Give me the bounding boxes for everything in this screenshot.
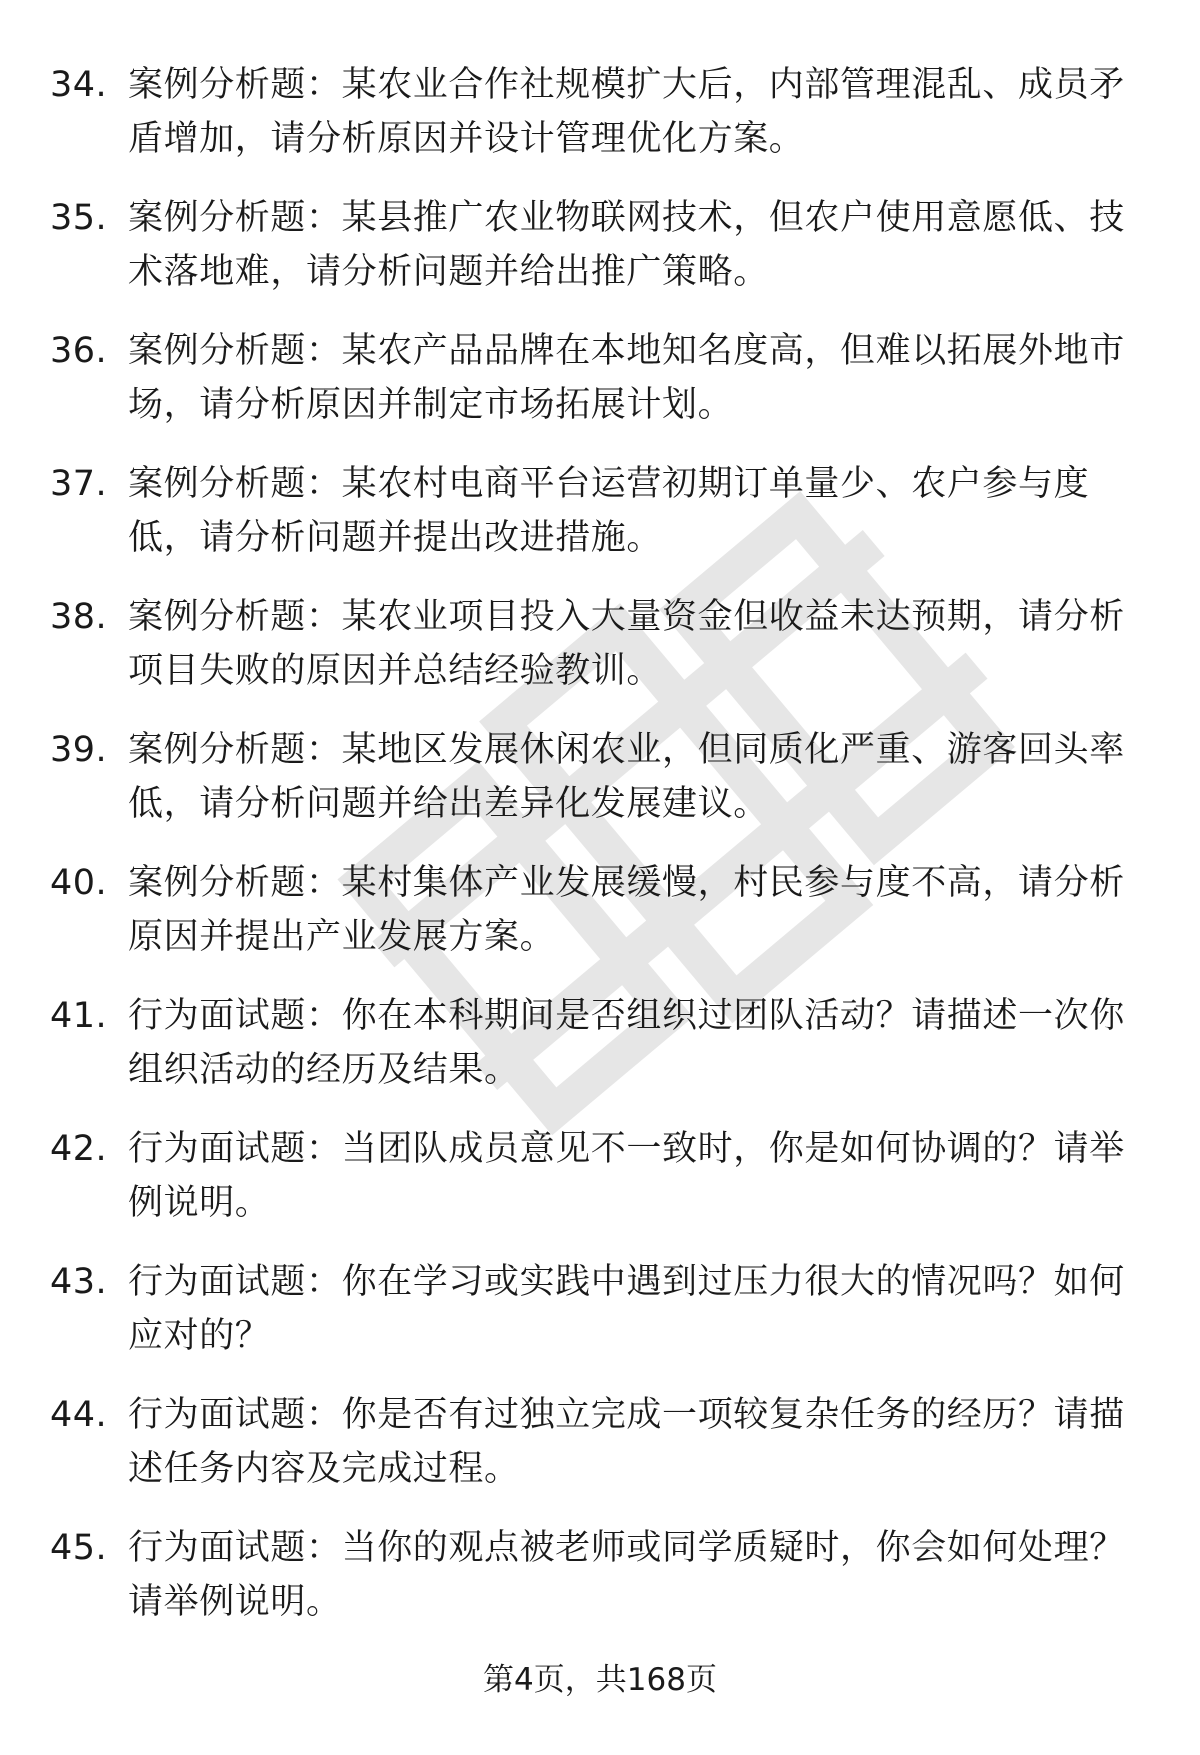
question-item xyxy=(50,989,1160,1122)
question-number: 38. xyxy=(50,597,108,637)
question-item xyxy=(50,324,1160,457)
question-number: 37. xyxy=(50,464,108,504)
page-number-label: 第4页，共168页 xyxy=(483,1662,717,1698)
question-number: 39. xyxy=(50,730,108,770)
question-list xyxy=(50,58,1160,1654)
question-text: 案例分析题：某农村电商平台运营初期订单量少、农户参与度低，请分析问题并提出改进措施。 xyxy=(128,464,1090,558)
question-item xyxy=(50,191,1160,324)
question-number: 36. xyxy=(50,331,108,371)
question-item xyxy=(50,856,1160,989)
question-item xyxy=(50,1388,1160,1521)
question-item xyxy=(50,457,1160,590)
question-number: 42. xyxy=(50,1129,108,1169)
question-item xyxy=(50,723,1160,856)
question-text: 行为面试题：当团队成员意见不一致时，你是如何协调的？请举例说明。 xyxy=(128,1129,1125,1223)
question-number: 41. xyxy=(50,996,108,1036)
question-number: 35. xyxy=(50,198,108,238)
question-number: 45. xyxy=(50,1528,108,1568)
question-text: 案例分析题：某农业项目投入大量资金但收益未达预期，请分析项目失败的原因并总结经验教训。 xyxy=(128,597,1125,691)
question-item xyxy=(50,1255,1160,1388)
question-item xyxy=(50,58,1160,191)
question-number: 44. xyxy=(50,1395,108,1435)
question-text: 案例分析题：某农产品品牌在本地知名度高，但难以拓展外地市场，请分析原因并制定市场拓展计划。 xyxy=(128,331,1125,425)
question-text: 行为面试题：当你的观点被老师或同学质疑时，你会如何处理？请举例说明。 xyxy=(128,1528,1125,1622)
page-footer xyxy=(0,1660,1200,1700)
question-item xyxy=(50,590,1160,723)
question-number: 43. xyxy=(50,1262,108,1302)
question-text: 案例分析题：某县推广农业物联网技术，但农户使用意愿低、技术落地难，请分析问题并给出推广策略。 xyxy=(128,198,1125,292)
question-text: 案例分析题：某农业合作社规模扩大后，内部管理混乱、成员矛盾增加，请分析原因并设计管理优化方案。 xyxy=(128,65,1125,159)
question-number: 40. xyxy=(50,863,108,903)
question-text: 行为面试题：你在本科期间是否组织过团队活动？请描述一次你组织活动的经历及结果。 xyxy=(128,996,1125,1090)
question-text: 行为面试题：你在学习或实践中遇到过压力很大的情况吗？如何应对的？ xyxy=(128,1262,1125,1356)
question-text: 案例分析题：某村集体产业发展缓慢，村民参与度不高，请分析原因并提出产业发展方案。 xyxy=(128,863,1125,957)
question-text: 案例分析题：某地区发展休闲农业，但同质化严重、游客回头率低，请分析问题并给出差异化发展建议。 xyxy=(128,730,1125,824)
question-number: 34. xyxy=(50,65,108,105)
question-item xyxy=(50,1122,1160,1255)
question-text: 行为面试题：你是否有过独立完成一项较复杂任务的经历？请描述任务内容及完成过程。 xyxy=(128,1395,1125,1489)
question-item xyxy=(50,1521,1160,1654)
